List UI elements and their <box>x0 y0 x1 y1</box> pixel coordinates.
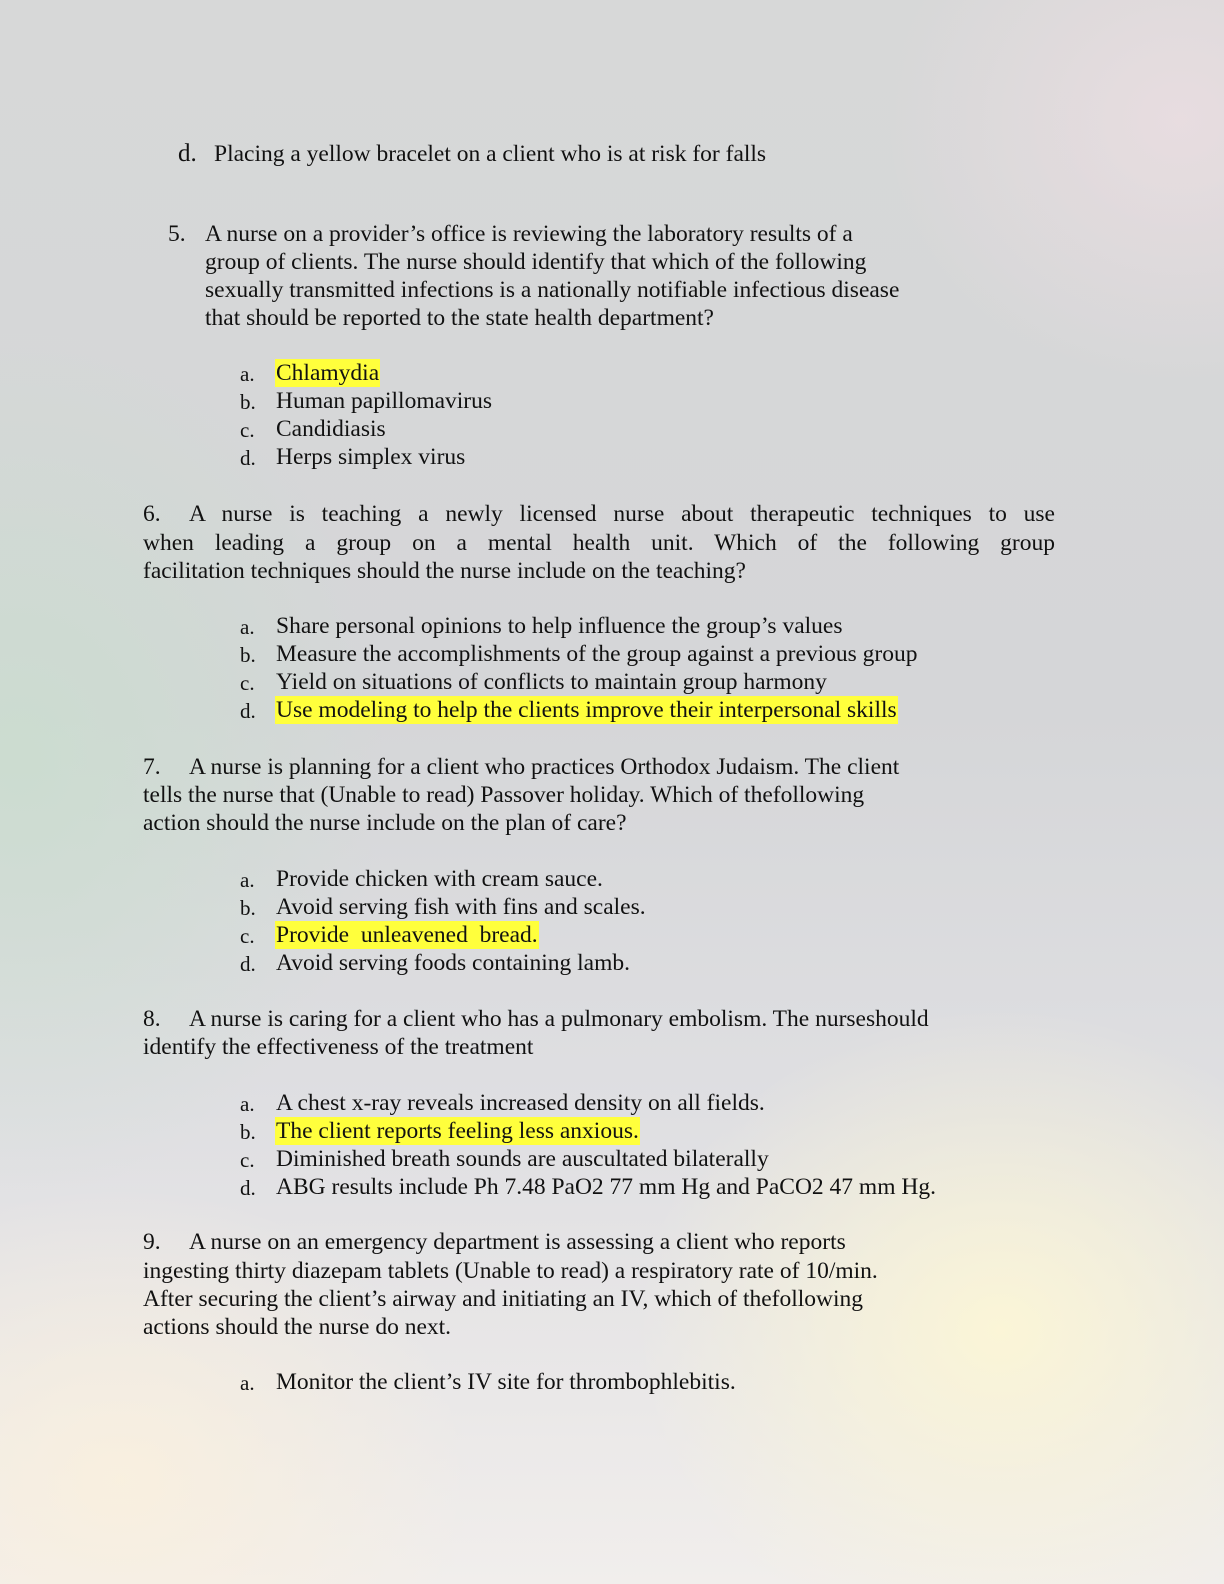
q5-number: 5. <box>168 221 186 247</box>
q8-option-text: Diminished breath sounds are auscultated bilaterally <box>276 1146 769 1172</box>
q5-option-letter: d. <box>240 446 256 470</box>
q6-option-d-answer: Use modeling to help the clients improve their interpersonal skills <box>276 697 897 723</box>
q6-option-letter: c. <box>240 671 255 695</box>
q7-stem-text-1: A nurse is planning for a client who practices Orthodox Judaism. The client <box>189 754 900 780</box>
q8-number: 8. <box>143 1006 161 1032</box>
q6-stem-line-1 <box>143 500 1055 528</box>
q5-stem-line-3: sexually transmitted infections is a nationally notifiable infectious disease <box>205 277 900 303</box>
q7-option-letter: a. <box>240 868 255 892</box>
q5-option-letter: c. <box>240 418 255 442</box>
q6-option-letter: b. <box>240 643 256 667</box>
q7-stem-line-2: tells the nurse that (Unable to read) Passover holiday. Which of thefollowing <box>143 782 865 808</box>
q6-option-letter: d. <box>240 699 256 723</box>
q6-option-text: Yield on situations of conflicts to maintain group harmony <box>276 669 827 695</box>
q8-option-letter: a. <box>240 1092 255 1116</box>
q8-option-b-answer: The client reports feeling less anxious. <box>276 1118 639 1144</box>
q8-option-letter: b. <box>240 1120 256 1144</box>
q6-stem-line-3: facilitation techniques should the nurse include on the teaching? <box>143 558 746 584</box>
q6-stem-line-2: when leading a group on a mental health unit. Which of the following group <box>143 530 1055 556</box>
q9-option-letter: a. <box>240 1371 255 1395</box>
q8-stem-text-1: A nurse is caring for a client who has a pulmonary embolism. The nurseshould <box>189 1006 929 1032</box>
q9-number: 9. <box>143 1229 161 1255</box>
q5-option-letter: a. <box>240 362 255 386</box>
q7-option-c-answer: Provide unleavened bread. <box>276 922 538 948</box>
q5-option-letter: b. <box>240 390 256 414</box>
q9-option-text: Monitor the client’s IV site for thrombophlebitis. <box>276 1369 736 1395</box>
q7-option-text: Provide chicken with cream sauce. <box>276 866 603 892</box>
q8-option-text: A chest x-ray reveals increased density on all fields. <box>276 1090 765 1116</box>
q8-stem-line-1 <box>143 1005 929 1033</box>
q7-option-letter: b. <box>240 896 256 920</box>
q7-stem-line-1 <box>143 753 899 781</box>
q8-stem-line-2: identify the effectiveness of the treatment <box>143 1034 534 1060</box>
q5-option-text: Human papillomavirus <box>276 388 493 414</box>
q4-option-letter: d. <box>178 140 197 167</box>
q7-number: 7. <box>143 754 161 780</box>
q9-stem-text-1: A nurse on an emergency department is assessing a client who reports <box>189 1229 846 1255</box>
q5-stem-line-4: that should be reported to the state health department? <box>205 305 714 331</box>
q8-option-letter: c. <box>240 1148 255 1172</box>
q8-option-text: ABG results include Ph 7.48 PaO2 77 mm Hg and PaCO2 47 mm Hg. <box>276 1174 936 1200</box>
q6-option-text: Measure the accomplishments of the group against a previous group <box>276 641 918 667</box>
q5-option-text: Candidiasis <box>276 416 386 442</box>
q7-option-text: Avoid serving fish with fins and scales. <box>276 894 646 920</box>
q7-stem-line-3: action should the nurse include on the plan of care? <box>143 810 627 836</box>
q9-stem-line-4: actions should the nurse do next. <box>143 1314 452 1340</box>
q5-stem-line-2: group of clients. The nurse should identify that which of the following <box>205 249 867 275</box>
q6-option-text: Share personal opinions to help influence the group’s values <box>276 613 843 639</box>
q8-option-letter: d. <box>240 1176 256 1200</box>
q5-stem-line-1: A nurse on a provider’s office is reviewing the laboratory results of a <box>205 221 853 247</box>
q9-stem-line-3: After securing the client’s airway and initiating an IV, which of thefollowing <box>143 1286 864 1312</box>
q6-option-letter: a. <box>240 615 255 639</box>
q6-stem-text-1: A nurse is teaching a newly licensed nurse about therapeutic techniques to use <box>189 501 1055 527</box>
q6-number: 6. <box>143 501 161 527</box>
q7-option-text: Avoid serving foods containing lamb. <box>276 950 630 976</box>
q9-stem-line-1 <box>143 1228 846 1256</box>
q7-option-letter: c. <box>240 924 255 948</box>
q5-option-text: Herps simplex virus <box>276 444 466 470</box>
q9-stem-line-2: ingesting thirty diazepam tablets (Unable to read) a respiratory rate of 10/min. <box>143 1258 878 1284</box>
q7-option-letter: d. <box>240 952 256 976</box>
q4-option-text: Placing a yellow bracelet on a client who is at risk for falls <box>214 141 767 167</box>
q5-option-a-answer: Chlamydia <box>276 360 380 386</box>
